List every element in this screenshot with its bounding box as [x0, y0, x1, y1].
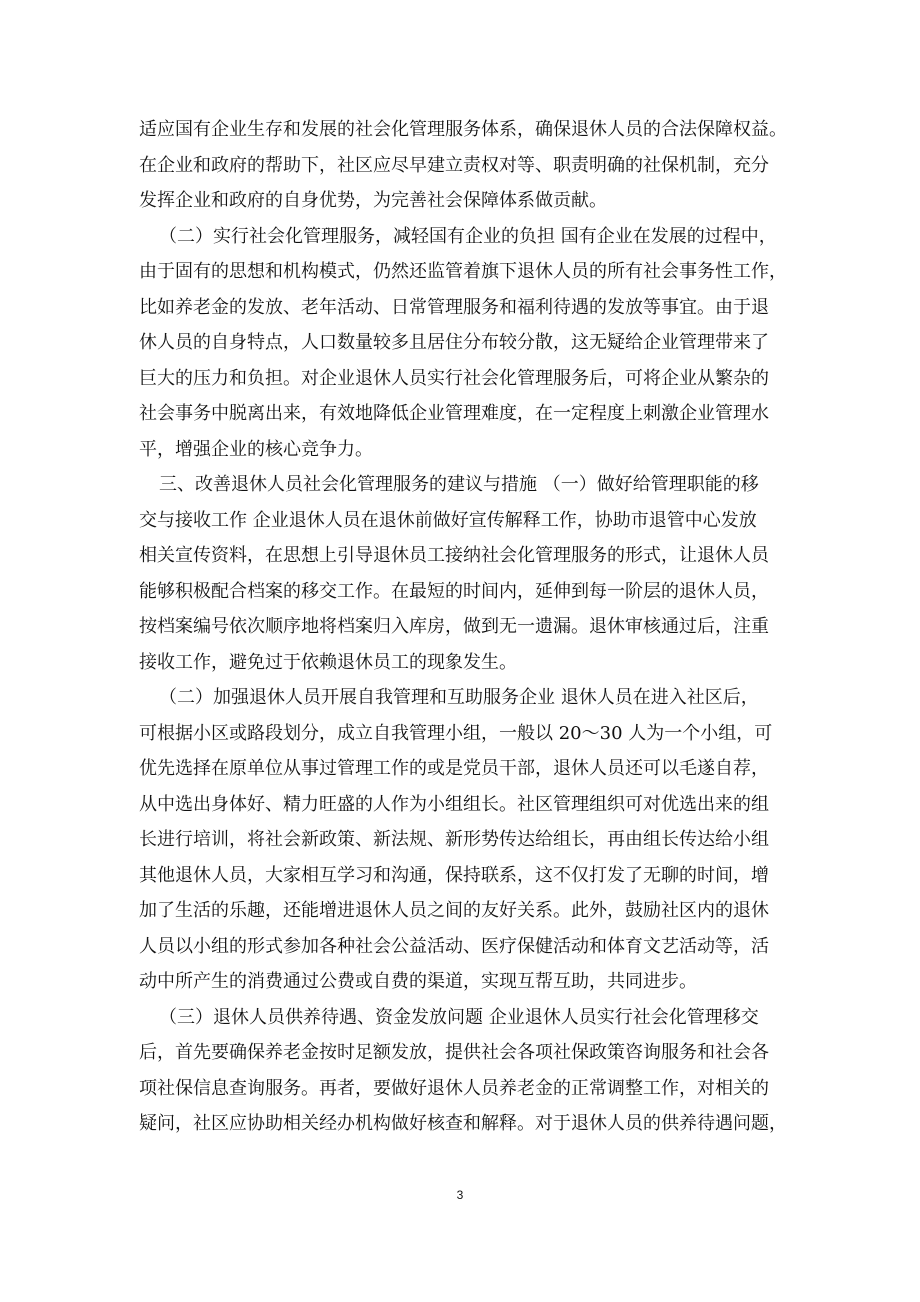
- paragraph: [139, 219, 799, 468]
- text-line: 长进行培训，将社会新政策、新法规、新形势传达给组长，再由组长传达给小组: [139, 829, 769, 850]
- text-line: 疑问，社区应协助相关经办机构做好核查和解释。对于退休人员的供养待遇问题，: [139, 1113, 787, 1134]
- text-line: 从中选出身体好、精力旺盛的人作为小组组长。社区管理组织可对优选出来的组: [139, 793, 769, 815]
- paragraph: [139, 1000, 799, 1142]
- text-line: 能够积极配合档案的移交工作。在最短的时间内，延伸到每一阶层的退休人员，: [139, 580, 769, 602]
- text-line: 适应国有企业生存和发展的社会化管理服务体系，确保退休人员的合法保障权益。: [139, 119, 787, 140]
- text-line: 加了生活的乐趣，还能增进退休人员之间的友好关系。此外，鼓励社区内的退休: [139, 900, 769, 921]
- text-line: 相关宣传资料，在思想上引导退休员工接纳社会化管理服务的形式，让退休人员: [139, 545, 769, 566]
- text-line: （二）加强退休人员开展自我管理和互助服务企业 退休人员在进入社区后，: [159, 687, 759, 708]
- text-line: 巨大的压力和负担。对企业退休人员实行社会化管理服务后，可将企业从繁杂的: [139, 367, 769, 389]
- text-line: 在企业和政府的帮助下，社区应尽早建立责权对等、职责明确的社保机制，充分: [139, 154, 769, 176]
- text-line: 休人员的自身特点，人口数量较多且居住分布较分散，这无疑给企业管理带来了: [139, 332, 769, 353]
- text-line: 项社保信息查询服务。再者，要做好退休人员养老金的正常调整工作，对相关的: [139, 1077, 769, 1099]
- text-line: 动中所产生的消费通过公费或自费的渠道，实现互帮互助，共同进步。: [139, 971, 697, 992]
- text-line: 人员以小组的形式参加各种社会公益活动、医疗保健活动和体育文艺活动等，活: [139, 935, 769, 957]
- paragraph: [139, 680, 799, 1000]
- paragraph: [139, 467, 799, 680]
- text-line: 按档案编号依次顺序地将档案归入库房，做到无一遗漏。退休审核通过后，注重: [139, 616, 769, 637]
- text-line: 比如养老金的发放、老年活动、日常管理服务和福利待遇的发放等事宜。由于退: [139, 296, 769, 318]
- text-line: 交与接收工作 企业退休人员在退休前做好宣传解释工作，协助市退管中心发放: [139, 509, 757, 531]
- text-line: 优先选择在原单位从事过管理工作的或是党员干部，退休人员还可以毛遂自荐，: [139, 758, 769, 779]
- text-line: 社会事务中脱离出来，有效地降低企业管理难度，在一定程度上刺激企业管理水: [139, 403, 769, 424]
- text-line: （二）实行社会化管理服务，减轻国有企业的负担 国有企业在发展的过程中，: [159, 225, 777, 247]
- document-body: [139, 112, 799, 1142]
- text-line: （三）退休人员供养待遇、资金发放问题 企业退休人员实行社会化管理移交: [159, 1006, 759, 1028]
- text-line: 接收工作，避免过于依赖退休员工的现象发生。: [139, 651, 517, 673]
- page-number: 3: [456, 1188, 464, 1202]
- text-line: 平，增强企业的核心竞争力。: [139, 438, 373, 460]
- text-line: 可根据小区或路段划分，成立自我管理小组，一般以 20～30 人为一个小组，可: [139, 722, 773, 744]
- paragraph: [139, 112, 799, 219]
- text-line: 由于固有的思想和机构模式，仍然还监管着旗下退休人员的所有社会事务性工作，: [139, 261, 787, 282]
- text-line: 后，首先要确保养老金按时足额发放，提供社会各项社保政策咨询服务和社会各: [139, 1042, 769, 1063]
- text-line: 其他退休人员，大家相互学习和沟通，保持联系，这不仅打发了无聊的时间，增: [139, 864, 769, 886]
- text-line: 三、改善退休人员社会化管理服务的建议与措施 （一）做好给管理职能的移: [159, 474, 759, 495]
- text-line: 发挥企业和政府的自身优势，为完善社会保障体系做贡献。: [139, 190, 607, 211]
